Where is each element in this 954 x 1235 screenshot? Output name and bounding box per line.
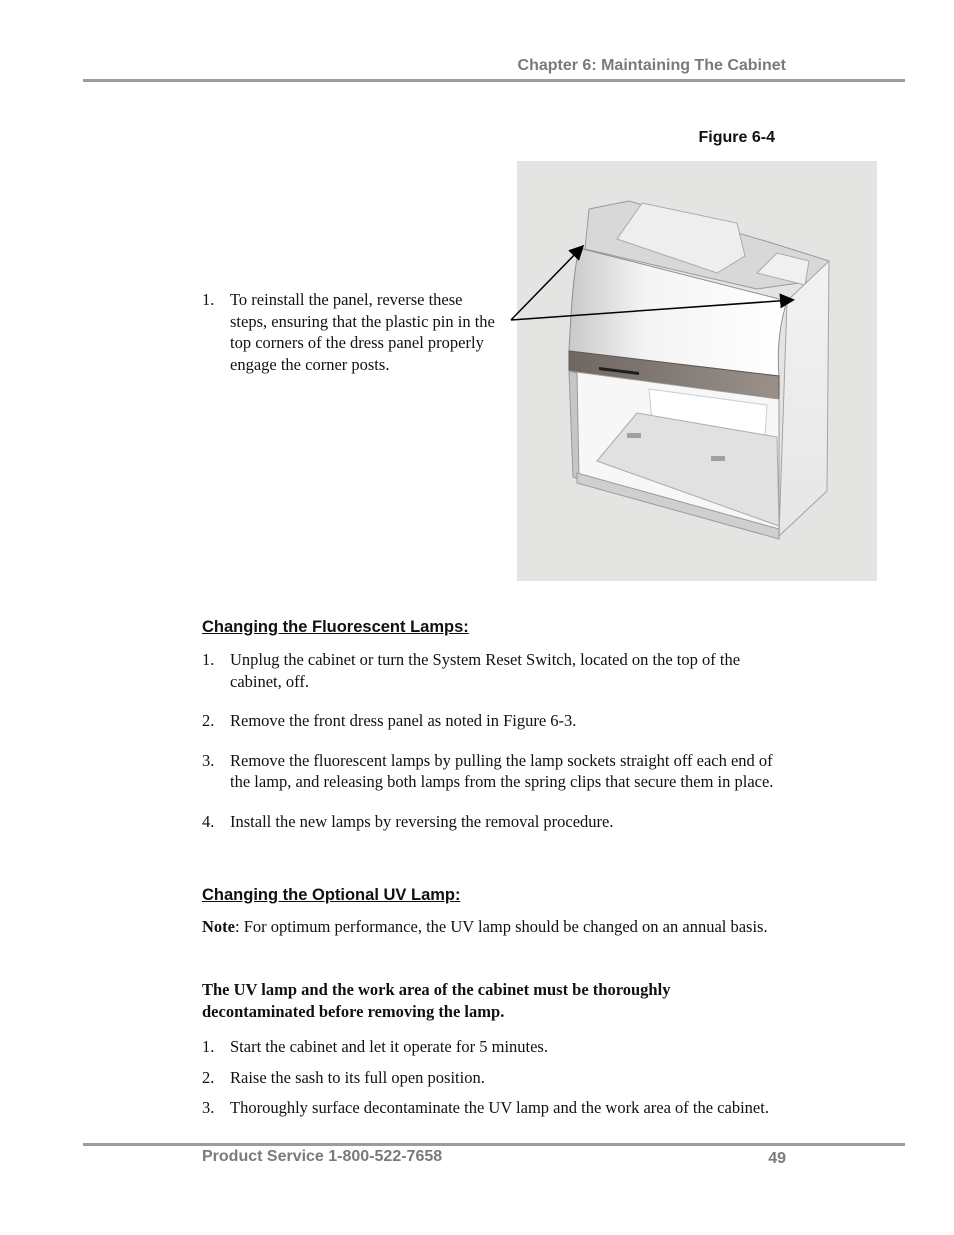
note-label: Note (202, 917, 235, 936)
step-number: 1. (202, 650, 215, 669)
page-number: 49 (768, 1150, 786, 1167)
footer-rule (83, 1143, 905, 1146)
step-text: Thoroughly surface decontaminate the UV lamp and the work area of the cabinet. (230, 1098, 769, 1117)
step-text: Start the cabinet and let it operate for 5 minutes. (230, 1037, 548, 1056)
list-item (202, 1067, 792, 1089)
step-text: Install the new lamps by reversing the removal procedure. (230, 811, 614, 831)
list-item (202, 1036, 792, 1058)
cabinet-illustration (517, 161, 877, 581)
step-number: 2. (202, 1067, 215, 1087)
step-number: 3. (202, 750, 215, 770)
step-text: Remove the fluorescent lamps by pulling the lamp sockets straight off each end of the lamp, and releasing both lamps from the spring clips that secure them in place. (230, 750, 774, 791)
list-item (202, 289, 502, 375)
figure-caption: Figure 6-4 (698, 129, 775, 146)
uv-note (202, 916, 782, 938)
step-text: Raise the sash to its full open position. (230, 1067, 485, 1087)
step-text: To reinstall the panel, reverse these steps, ensuring that the plastic pin in the top corners of the dress panel properly engage the corner posts. (230, 290, 495, 374)
uv-warning: The UV lamp and the work area of the cabinet must be thoroughly decontaminated before removing the lamp. (202, 980, 671, 1021)
list-item (202, 811, 792, 833)
step-number: 1. (202, 290, 215, 309)
uv-heading: Changing the Optional UV Lamp: (202, 886, 461, 904)
step-number: 4. (202, 811, 215, 831)
header-rule (83, 79, 905, 82)
fluorescent-steps (202, 649, 792, 850)
step-number: 1. (202, 1037, 215, 1056)
uv-steps (202, 1036, 792, 1128)
step-number: 3. (202, 1098, 215, 1117)
list-item (202, 1097, 792, 1119)
reinstall-steps (202, 289, 502, 375)
note-text: : For optimum performance, the UV lamp should be changed on an annual basis. (234, 917, 768, 936)
step-number: 2. (202, 711, 215, 730)
step-text: Remove the front dress panel as noted in Figure 6-3. (230, 711, 577, 730)
list-item (202, 649, 792, 692)
product-service-phone: Product Service 1-800-522-7658 (202, 1148, 443, 1165)
list-item (202, 710, 792, 732)
fluorescent-heading: Changing the Fluorescent Lamps: (202, 618, 469, 636)
step-text: Unplug the cabinet or turn the System Reset Switch, located on the top of the cabinet, off. (230, 650, 741, 691)
chapter-title: Chapter 6: Maintaining The Cabinet (517, 57, 786, 74)
list-item (202, 750, 792, 793)
